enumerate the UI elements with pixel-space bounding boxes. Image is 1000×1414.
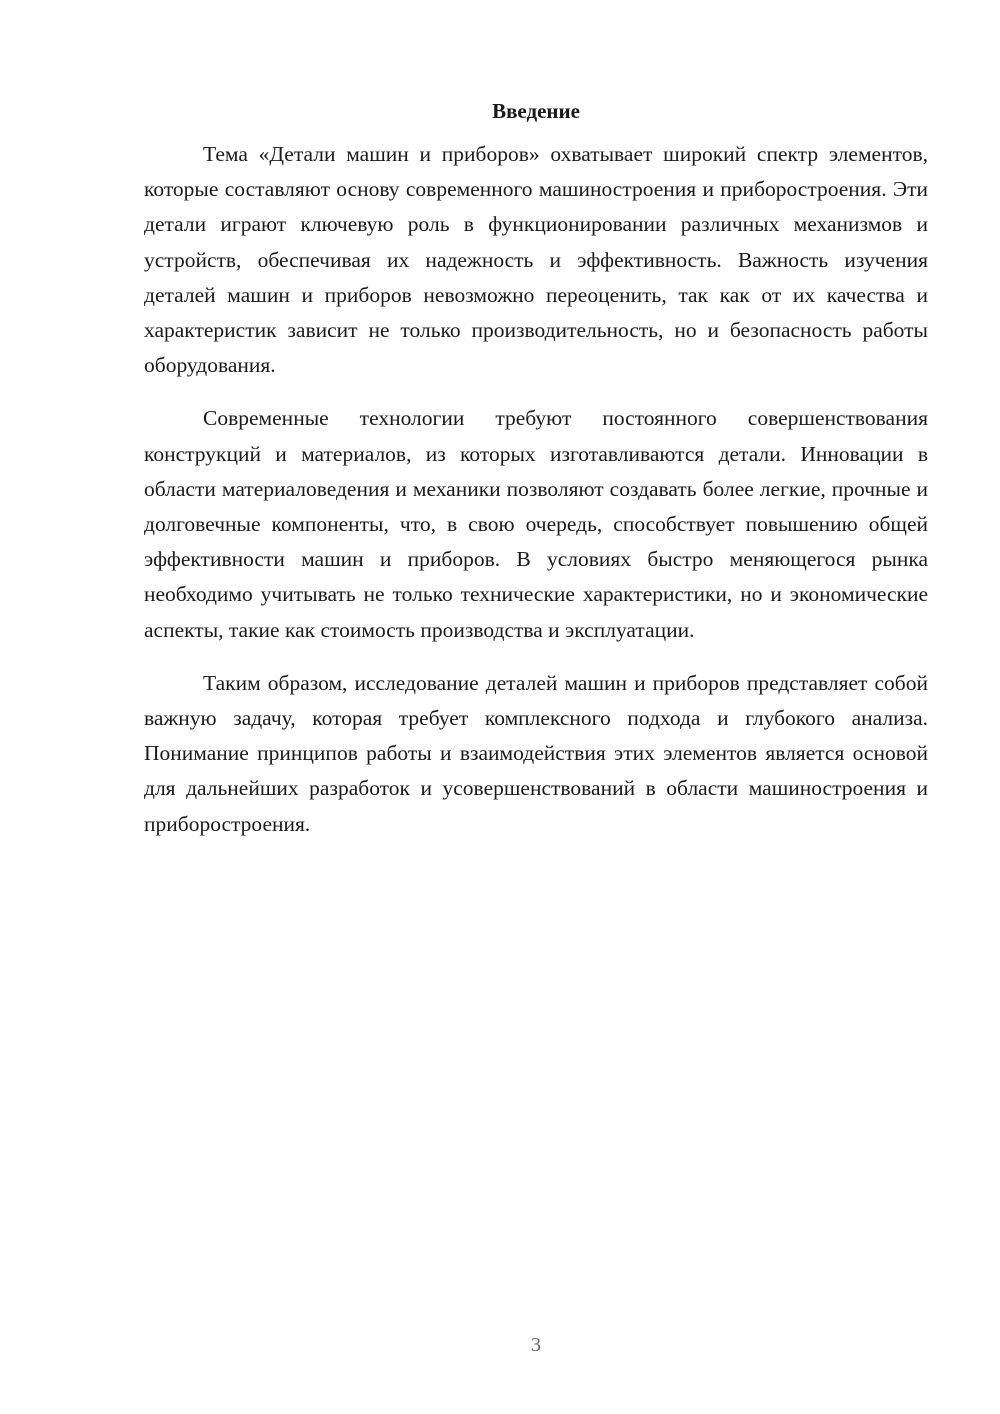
page-number: 3 (531, 1334, 541, 1356)
paragraph-technologies: Современные технологии требуют постоянного совершенствования конструкций и материалов, из которых изготавливаются детали. Инновации в области материаловедения и механики позволяют создавать более легкие, прочные и долговечные компоненты, что, в свою очередь, способствует повышению общей эффективности машин и приборов. В условиях быстро меняющегося рынка необходимо учитывать не только технические характеристики, но и экономические аспекты, такие как стоимость производства и эксплуатации. (144, 406, 928, 642)
paragraph-conclusion: Таким образом, исследование деталей машин и приборов представляет собой важную задачу, которая требует комплексного подхода и глубокого анализа. Понимание принципов работы и взаимодействия этих элементов является основой для дальнейших разработок и усовершенствований в области машиностроения и приборостроения. (144, 670, 928, 836)
paragraph-intro: Тема «Детали машин и приборов» охватывает широкий спектр элементов, которые составляют основу современного машиностроения и приборостроения. Эти детали играют ключевую роль в функционировании различных механизмов и устройств, обеспечивая их надежность и эффективность. Важность изучения деталей машин и приборов невозможно переоценить, так как от их качества и характеристик зависит не только производительность, но и безопасность работы оборудования. (144, 142, 928, 378)
document-body (144, 95, 928, 860)
page-title: Введение (492, 99, 580, 123)
